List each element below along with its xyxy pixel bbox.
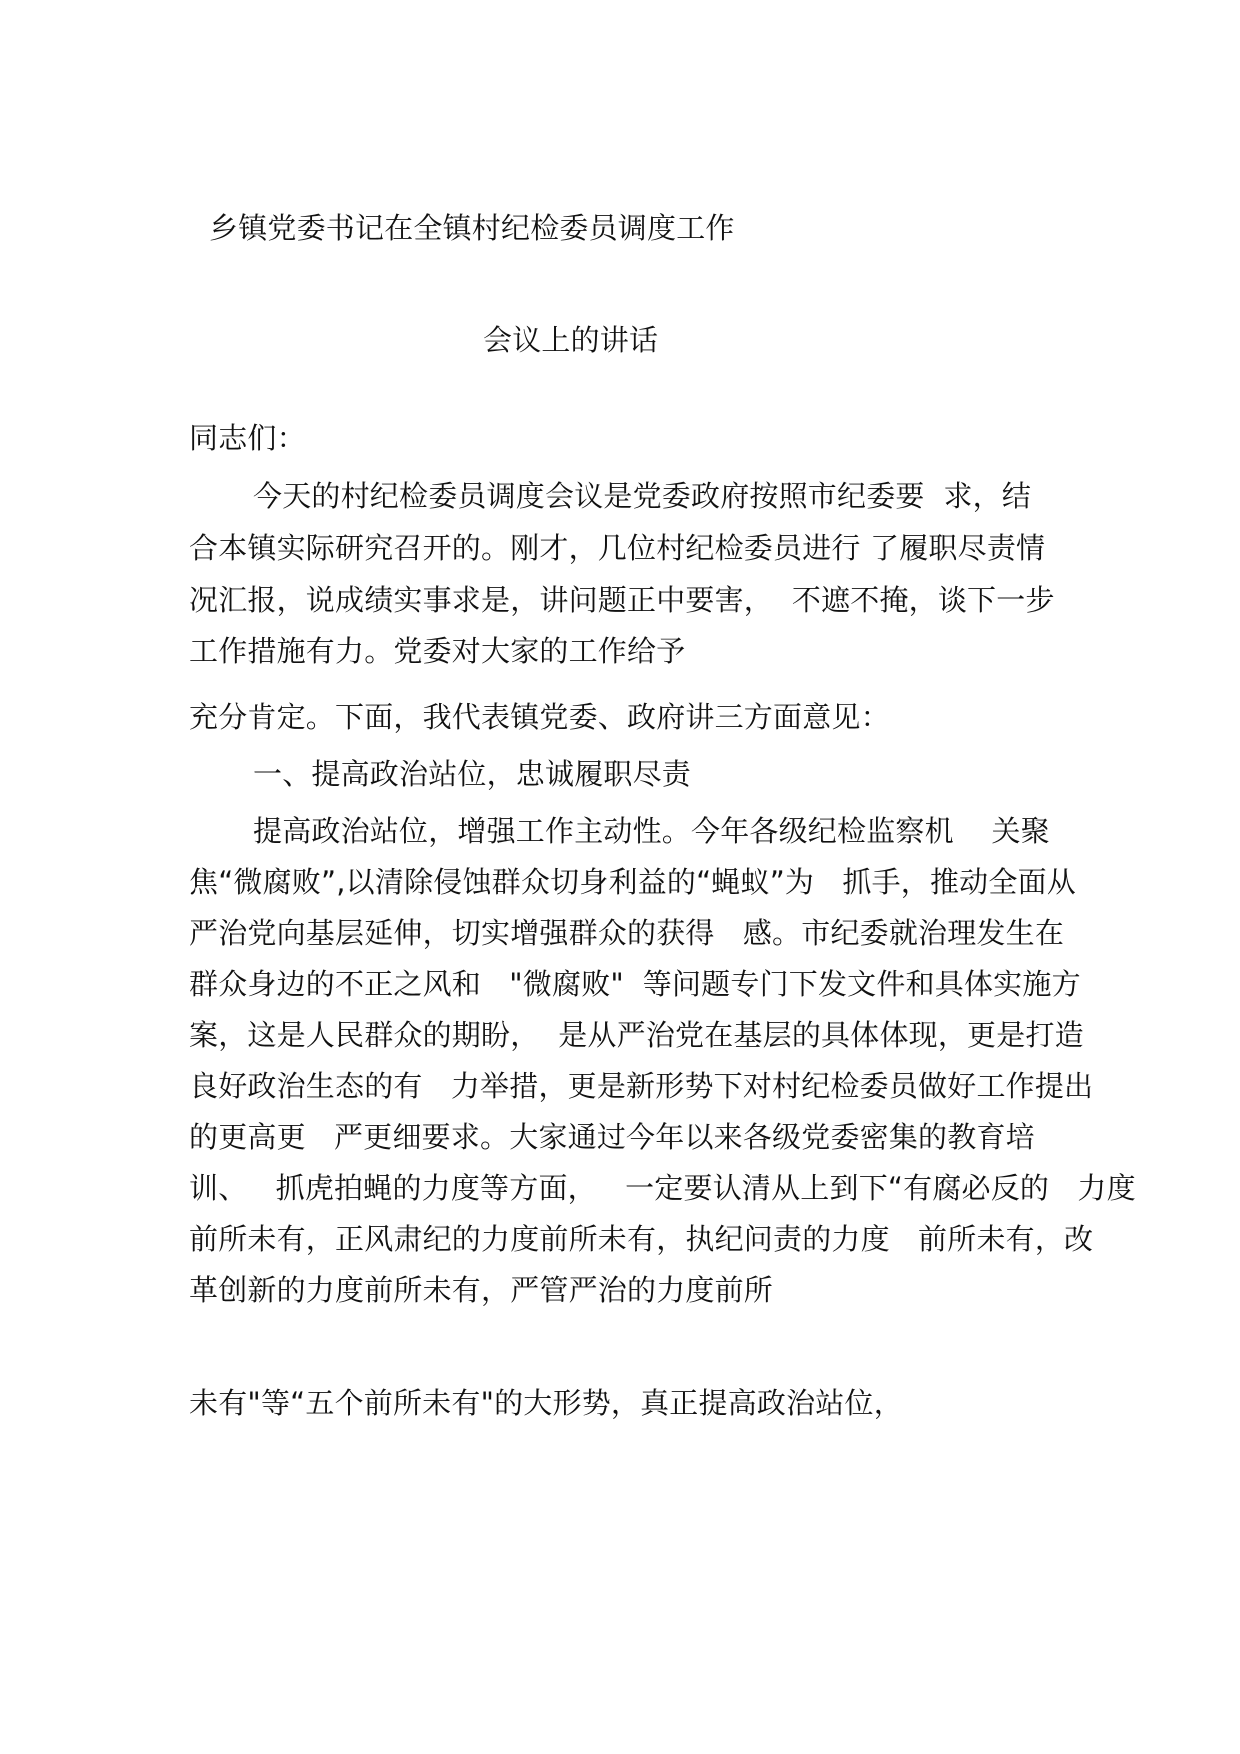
salutation: 同志们： (189, 421, 306, 455)
paragraph-1-line: 充分肯定。下面，我代表镇党委、政府讲三方面意见： (189, 700, 890, 734)
paragraph-2-line: 群众身边的不正之风和 "微腐败" 等问题专门下发文件和具体实施方 (189, 967, 1081, 1001)
section-1-heading: 一、提高政治站位，忠诚履职尽责 (253, 757, 692, 791)
paragraph-2-line: 前所未有，正风肃纪的力度前所未有，执纪问责的力度 前所未有，改 (189, 1222, 1094, 1256)
paragraph-1-line: 合本镇实际研究召开的。刚才，几位村纪检委员进行 了履职尽责情 (189, 531, 1046, 565)
paragraph-2-line: 未有"等“五个前所未有"的大形势，真正提高政治站位， (189, 1386, 903, 1420)
paragraph-2-line: 严治党向基层延伸，切实增强群众的获得 感。市纪委就治理发生在 (189, 916, 1065, 950)
paragraph-1-line: 工作措施有力。党委对大家的工作给予 (189, 634, 686, 668)
paragraph-2-line: 革创新的力度前所未有，严管严治的力度前所 (189, 1273, 774, 1307)
paragraph-2-line: 训、 抓虎拍蝇的力度等方面， 一定要认清从上到下“有腐必反的 力度 (189, 1171, 1136, 1205)
paragraph-2-line: 案，这是人民群众的期盼， 是从严治党在基层的具体体现，更是打造 (189, 1018, 1084, 1052)
paragraph-2-line: 良好政治生态的有 力举措，更是新形势下对村纪检委员做好工作提出 (189, 1069, 1094, 1103)
paragraph-1-line: 况汇报，说成绩实事求是，讲问题正中要害， 不遮不掩，谈下一步 (189, 583, 1055, 617)
document-title-line-1: 乡镇党委书记在全镇村纪检委员调度工作 (209, 211, 735, 245)
paragraph-2-line: 焦“微腐败”,以清除侵蚀群众切身利益的“蝇蚁”为 抓手，推动全面从 (189, 865, 1076, 899)
paragraph-2-line: 的更高更 严更细要求。大家通过今年以来各级党委密集的教育培 (189, 1120, 1035, 1154)
paragraph-1-line: 今天的村纪检委员调度会议是党委政府按照市纪委要 求，结 (253, 479, 1032, 513)
paragraph-2-line: 提高政治站位，增强工作主动性。今年各级纪检监察机 关聚 (253, 814, 1050, 848)
document-title-line-2: 会议上的讲话 (483, 323, 659, 357)
